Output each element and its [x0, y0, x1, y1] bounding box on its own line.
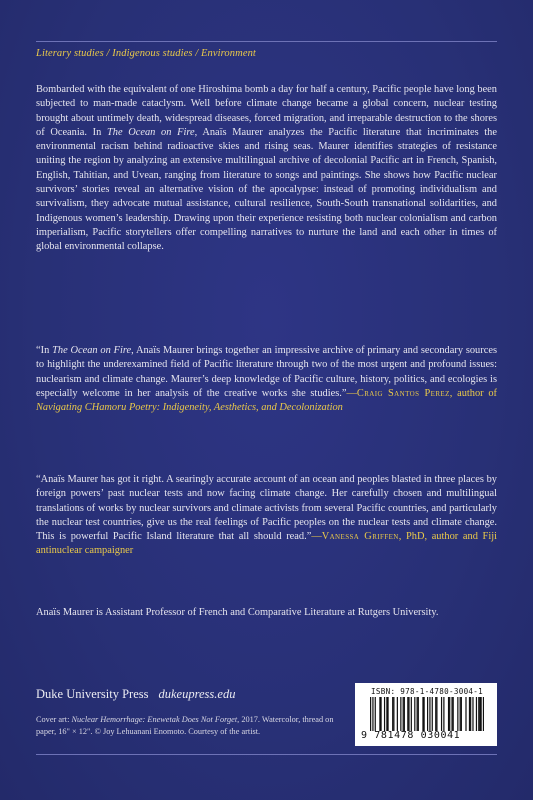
publisher-name: Duke University Press — [36, 687, 149, 701]
barcode-bar — [403, 697, 404, 731]
endorsement-perez — [36, 344, 497, 415]
quote1-lead: “In — [36, 345, 53, 356]
barcode-bar — [435, 697, 436, 731]
publisher-line — [36, 687, 235, 702]
barcode-bar — [375, 697, 376, 731]
barcode-bar — [408, 697, 409, 731]
isbn-label: ISBN: 978-1-4780-3004-1 — [371, 687, 484, 696]
barcode-bar — [478, 697, 479, 731]
credit-lead: Cover art: — [36, 715, 72, 724]
bottom-rule — [36, 754, 497, 755]
barcode-bar — [469, 697, 470, 731]
barcode-bar — [441, 697, 442, 731]
barcode-bar — [418, 697, 419, 731]
quote2-body: “Anaïs Maurer has got it right. A searingly accurate account of an ocean and peoples blasted in three places by foreign powers’ past nuclear tests and now facing climate change. Her carefully chosen and multilingual translations of works by nuclear survivors and climate activists from several Pacific countries, and particularly the nuclear test countries, give us the real feelings of Pacific peoples on the nuclear tests and climate change. This is powerful Pacific Island literature that all should read.” — [36, 474, 497, 543]
description-part-2: , Anaïs Maurer analyzes the Pacific literature that incriminates the environmental racism behind radioactive skies and rising seas. Maurer identifies strategies of resistance uniting the region by analyzing an extensive multilingual archive of decolonial Pacific art in French, Spanish, English, Tahitian, and Uvean, ranging from literature to songs and paintings. She shows how Pacific nuclear survivors’ stories reveal an alternative vision of the apocalypse: instead of promoting individualism and survivalism, they advocate mutual assistance, cultural resilience, South-South transnational solidarities, and Indigenous women’s leadership. Drawing upon their experience resisting both nuclear colonialism and carbon imperialism, Pacific storytellers offer compelling narratives to nurture the land and each other in times of global environmental collapse. — [36, 126, 497, 253]
barcode-bar — [380, 697, 381, 731]
barcode-bars — [370, 697, 484, 731]
quote1-role: , author of — [449, 387, 497, 399]
barcode-bar — [400, 697, 401, 731]
credit-rest: , 2017. Watercolor, thread on paper, 16" × 12". © Joy Lehuanani Enomoto. Courtesy of the artist. — [36, 715, 334, 736]
description-book-title: The Ocean on Fire — [106, 126, 195, 138]
barcode-bar — [422, 697, 423, 731]
barcode-bar — [453, 697, 454, 731]
barcode-bar — [432, 697, 433, 731]
barcode-bar — [461, 697, 462, 731]
barcode-bar — [407, 697, 408, 731]
barcode-bar — [379, 697, 380, 731]
barcode-bar — [465, 697, 466, 731]
quote1-author: Craig Santos Perez — [356, 387, 450, 399]
barcode-bar — [411, 697, 412, 731]
barcode-bar — [427, 697, 428, 731]
barcode-bar — [370, 697, 371, 731]
quote2-role: , PhD, author and Fiji antinuclear campaigner — [36, 531, 497, 557]
barcode-bar — [404, 697, 405, 731]
quote2-dash: — — [311, 531, 322, 543]
cover-art-credit — [36, 714, 348, 738]
barcode-bar — [417, 697, 418, 731]
barcode-bar — [397, 697, 398, 731]
barcode-bar — [387, 697, 388, 731]
barcode-bar — [443, 697, 444, 731]
barcode-bar — [481, 697, 482, 731]
barcode-bar — [449, 697, 450, 731]
barcode-bar — [451, 697, 452, 731]
barcode-bar — [436, 697, 437, 731]
barcode-bar — [384, 697, 385, 731]
barcode-bar — [393, 697, 394, 731]
quote1-body: , Anaïs Maurer brings together an impressive archive of primary and secondary sources to highlight the underexamined field of Pacific literature through two of the most urgent and profound issues: nuclearism and climate change. Maurer’s deep knowledge of Pacific culture, history, politics, and ecologies is especially welcome in her analysis of the creative works she studies.” — [36, 345, 497, 399]
barcode-bar — [460, 697, 461, 731]
quote2-author: Vanessa Griffen — [321, 531, 399, 543]
quote1-dash: — — [346, 387, 357, 399]
quote1-author-book: Navigating CHamoru Poetry: Indigeneity, Aesthetics, and Decolonization — [36, 402, 343, 414]
barcode-bar — [414, 697, 415, 731]
isbn-barcode — [355, 683, 497, 746]
quote1-book-title: The Ocean on Fire — [52, 345, 132, 356]
barcode-bar — [457, 697, 458, 731]
barcode-bar — [483, 697, 484, 731]
endorsement-griffen — [36, 473, 497, 559]
isbn-digits: 9 781478 030041 — [361, 730, 461, 741]
publisher-url: dukeupress.edu — [158, 687, 236, 701]
barcode-bar — [386, 697, 387, 731]
barcode-bar — [472, 697, 473, 731]
barcode-bar — [479, 697, 480, 731]
subject-categories: Literary studies / Indigenous studies / Environment — [36, 48, 256, 59]
barcode-bar — [392, 697, 393, 731]
author-bio: Anaïs Maurer is Assistant Professor of French and Comparative Literature at Rutgers University. — [36, 607, 439, 618]
barcode-bar — [372, 697, 373, 731]
book-description — [36, 83, 497, 255]
top-rule — [36, 41, 497, 42]
barcode-bar — [429, 697, 430, 731]
credit-work-title: Nuclear Hemorrhage: Enewetak Does Not Forget — [71, 715, 238, 724]
barcode-bar — [470, 697, 471, 731]
description-part-1: Bombarded with the equivalent of one Hiroshima bomb a day for half a century, Pacific people have long been subjected to man-made cataclysm. Well before climate change became a global concern, nuclear testing brought about untimely death, widespread diseases, forced migration, and irreparable destruction to the shores of Oceania. In — [36, 84, 497, 138]
barcode-bar — [476, 697, 477, 731]
barcode-bar — [424, 697, 425, 731]
barcode-bar — [448, 697, 449, 731]
